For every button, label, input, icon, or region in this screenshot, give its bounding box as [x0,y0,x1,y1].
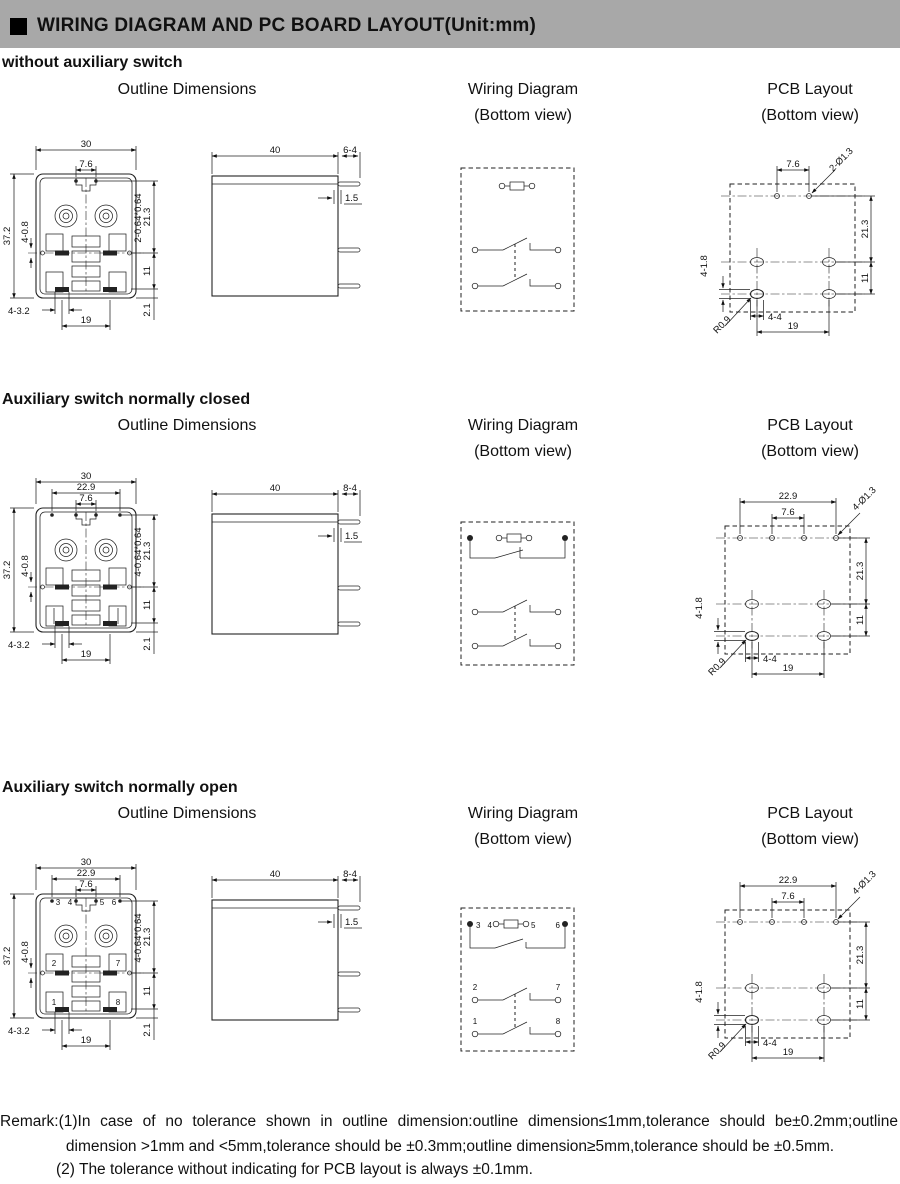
pcb-layout-1 [695,136,900,354]
pin-number-5: 5 [99,898,105,907]
pcb-dim-slot-size: 4-1.8 [694,597,705,619]
col-outline-2: Outline Dimensions [117,417,257,434]
pcb-dim-aux-pitch: 22.9 [778,491,798,502]
col-wiring-1: Wiring Diagram [467,81,579,98]
pcb-dim-pin-span: 19 [782,663,794,674]
dim-bottom-holes: 4-3.2 [8,306,30,317]
pcb-dim-corner-radius: R0.9 [711,314,734,337]
remark-line-1: Remark:(1)In case of no tolerance shown in outline dimension:outline dimension≤1mm,tolerance should be±0.2mm;outline [0,1113,898,1130]
col-wiring-view-1: (Bottom view) [474,107,572,124]
dim-bottom-holes: 4-3.2 [8,1026,30,1037]
pin-number-7: 7 [115,959,121,968]
pcb1-dimension-lines [719,166,875,336]
col-wiring-2: Wiring Diagram [467,417,579,434]
col-outline-3: Outline Dimensions [117,805,257,822]
side1-dimension-lines [212,152,362,204]
dim-pin-size: 2-0.64*0.64 [133,193,144,243]
outline-front-view-1 [0,134,172,342]
pin-number-7: 7 [555,983,561,992]
contact-switches-3 [472,988,561,1037]
dim-upper-span: 21.3 [142,207,153,227]
pin-number-8: 8 [115,998,121,1007]
outline-side-view-3 [200,866,378,1038]
dim-pin-thickness: 1.5 [345,917,359,928]
pcb-dim-aux-pitch: 22.9 [778,875,798,886]
outline-side-view-1 [200,142,378,314]
dim-bottom-offset: 2.1 [142,637,153,651]
pin-number-2: 2 [51,959,57,968]
dim-depth: 40 [269,483,281,494]
dim-width: 30 [80,471,92,482]
outline-front-view-3 [0,854,172,1062]
dim-lower-span: 11 [142,600,153,610]
col-wiring-3: Wiring Diagram [467,805,579,822]
remark-line-2: dimension >1mm and <5mm,tolerance should be ±0.3mm;outline dimension≥5mm,tolerance should be ±0.5mm. [65,1138,835,1155]
outline-side-view-2 [200,480,378,652]
col-pcb-view-2: (Bottom view) [761,443,859,460]
dim-lower-span: 11 [142,986,153,996]
relay-bottom-outline-1 [28,174,144,298]
relay-bottom-outline-3 [28,894,144,1018]
dim-pin-thickness: 1.5 [345,193,359,204]
pin-number-6: 6 [555,921,560,930]
contact-switches-2 [472,600,561,649]
pcb2-holes [716,536,860,651]
pcb-dim-slot-width: 4-4 [763,654,777,665]
page-header [0,0,900,48]
col-wiring-view-3: (Bottom view) [474,831,572,848]
pcb-dim-coil-holes: 4-Ø1.3 [850,868,879,898]
page-title: WIRING DIAGRAM AND PC BOARD LAYOUT(Unit:mm) [37,15,537,36]
pcb1-border [730,184,855,312]
coil-symbol-1 [499,182,535,190]
col-outline-1: Outline Dimensions [117,81,257,98]
col-pcb-view-3: (Bottom view) [761,831,859,848]
pcb-dim-coil-pitch: 7.6 [781,507,795,518]
pcb-dim-corner-radius: R0.9 [706,656,729,679]
dim-height: 37.2 [2,560,13,580]
pcb-layout-3 [690,862,895,1080]
pcb-dim-coil-pitch: 7.6 [786,159,800,170]
outline-front-view-2 [0,468,172,676]
pcb1-holes [721,194,865,309]
dim-pin-length: 8-4 [343,483,357,494]
pcb-dim-lower-span: 11 [855,999,866,1009]
dim-bottom-offset: 2.1 [142,1023,153,1037]
pin-number-6: 6 [111,898,117,907]
col-pcb-3: PCB Layout [767,805,853,822]
dim-upper-span: 21.3 [142,927,153,947]
dim-coil-pitch: 7.6 [79,159,93,170]
col-wiring-view-2: (Bottom view) [474,443,572,460]
side2-dimension-lines [212,490,362,542]
wiring1-border [461,168,574,311]
dim-aux-pitch: 22.9 [76,868,96,879]
pcb-dim-slot-size: 4-1.8 [694,981,705,1003]
dim-pin-span: 19 [80,649,92,660]
pcb3-holes [716,920,860,1035]
pcb-dim-slot-width: 4-4 [768,312,782,323]
pcb-dim-pin-span: 19 [787,321,799,332]
dim-bottom-offset: 2.1 [142,303,153,317]
dim-pin-thickness: 1.5 [345,531,359,542]
side3-dimension-lines [212,876,362,928]
wiring-diagram-1 [455,162,580,317]
dim-aux-pitch: 22.9 [76,482,96,493]
pcb-dim-coil-holes: 2-Ø1.3 [827,145,856,175]
pcb-dim-coil-pitch: 7.6 [781,891,795,902]
pcb-dim-upper-span: 21.3 [860,219,871,239]
wiring-diagram-3 [455,902,580,1057]
pcb-dim-lower-span: 11 [860,273,871,283]
pcb-dim-corner-radius: R0.9 [706,1040,729,1063]
dim-mount-holes: 4-0.8 [20,221,31,243]
pcb3-dimension-lines [714,882,870,1062]
pcb2-border [725,526,850,654]
pcb-layout-2 [690,478,895,696]
section3-title: Auxiliary switch normally open [2,779,238,796]
dim-height: 37.2 [2,946,13,966]
dim-width: 30 [80,139,92,150]
relay-side-outline-2 [212,514,360,634]
pin-number-3: 3 [55,898,61,907]
wiring3-pin-numbers [473,921,561,1026]
relay-bottom-outline-2 [28,508,144,632]
pin-number-1: 1 [472,1017,478,1026]
dim-mount-holes: 4-0.8 [20,555,31,577]
dim-pin-span: 19 [80,1035,92,1046]
coil-symbol-2 [467,534,568,542]
coil-symbol-3 [467,920,568,928]
pcb-dim-upper-span: 21.3 [855,561,866,581]
dim-mount-holes: 4-0.8 [20,941,31,963]
dim-bottom-holes: 4-3.2 [8,640,30,651]
dim-pin-span: 19 [80,315,92,326]
contact-switches-1 [472,238,561,289]
pin-number-4: 4 [67,898,73,907]
col-pcb-view-1: (Bottom view) [761,107,859,124]
pcb3-border [725,910,850,1038]
dim-height: 37.2 [2,226,13,246]
dim-upper-span: 21.3 [142,541,153,561]
dim-pin-length: 8-4 [343,869,357,880]
col-pcb-2: PCB Layout [767,417,853,434]
dim-pin-size: 4-0.64*0.64 [133,527,144,577]
section2-title: Auxiliary switch normally closed [2,391,251,408]
aux-no-switch [470,927,565,948]
dim-lower-span: 11 [142,266,153,276]
dim-coil-pitch: 7.6 [79,493,93,504]
aux-nc-switch [470,541,565,558]
dim-depth: 40 [269,145,281,156]
pcb-dim-slot-size: 4-1.8 [699,255,710,277]
relay-side-outline-3 [212,900,360,1020]
pin-number-2: 2 [472,983,478,992]
section-bullet-icon [10,18,27,35]
pcb2-dimension-lines [714,498,870,678]
remark-line-3: (2) The tolerance without indicating for PCB layout is always ±0.1mm. [56,1161,533,1178]
col-pcb-1: PCB Layout [767,81,853,98]
pcb-dim-lower-span: 11 [855,615,866,625]
pin-number-3: 3 [476,921,481,930]
dim-pin-size: 4-0.64*0.64 [133,913,144,963]
relay-side-outline-1 [212,176,360,296]
dim-depth: 40 [269,869,281,880]
pcb-dim-slot-width: 4-4 [763,1038,777,1049]
pin-number-1: 1 [51,998,57,1007]
section1-title: without auxiliary switch [2,54,183,71]
pcb-dim-coil-holes: 4-Ø1.3 [850,484,879,514]
pin-number-8: 8 [555,1017,561,1026]
pcb-dim-pin-span: 19 [782,1047,794,1058]
pcb-dim-upper-span: 21.3 [855,945,866,965]
pin-number-4: 4 [487,921,492,930]
dim-pin-length: 6-4 [343,145,357,156]
dim-coil-pitch: 7.6 [79,879,93,890]
wiring-diagram-2 [455,516,580,671]
dim-width: 30 [80,857,92,868]
pin-number-5: 5 [531,921,536,930]
